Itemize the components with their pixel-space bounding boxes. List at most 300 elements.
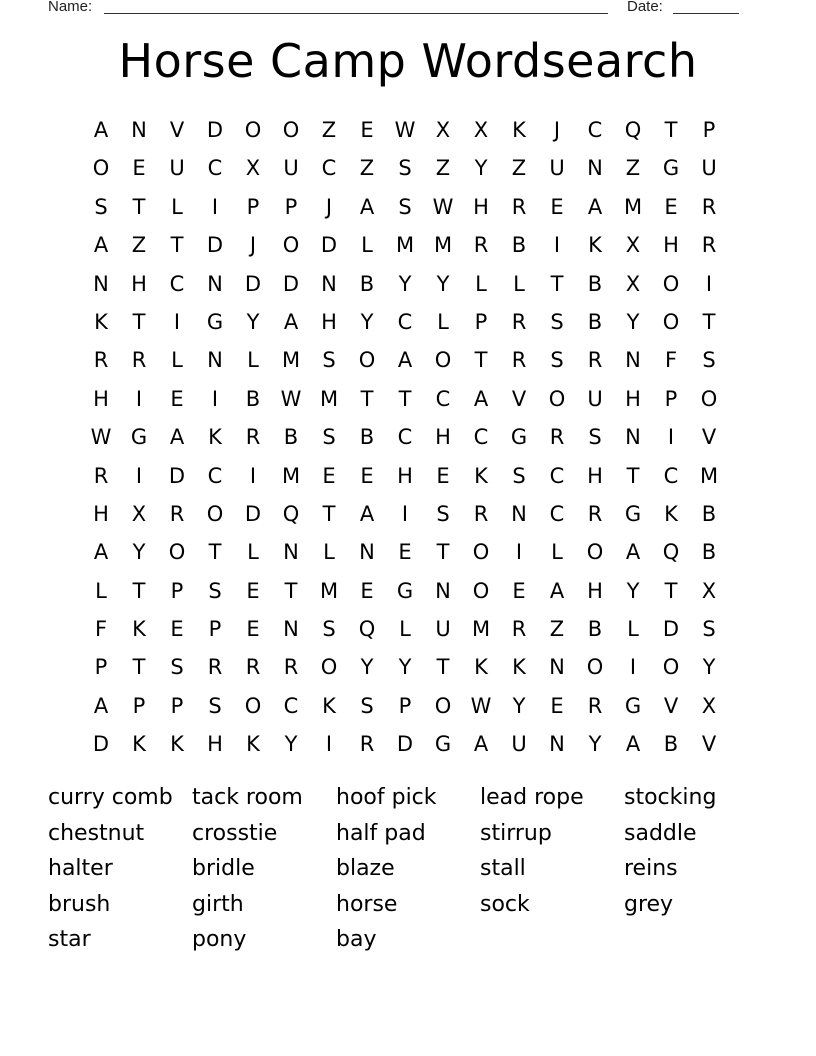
grid-letter[interactable]: K	[474, 463, 488, 488]
grid-letter[interactable]: S	[550, 309, 564, 334]
grid-letter[interactable]: U	[549, 156, 565, 181]
grid-letter[interactable]: V	[701, 425, 717, 450]
grid-letter[interactable]: B	[359, 271, 375, 296]
grid-letter[interactable]: N	[283, 540, 299, 565]
grid-letter[interactable]: X	[701, 693, 717, 718]
date-field[interactable]	[673, 13, 739, 14]
grid-letter[interactable]: K	[322, 693, 336, 718]
grid-letter[interactable]: K	[246, 732, 260, 757]
grid-letter[interactable]: M	[471, 617, 491, 642]
grid-letter[interactable]: S	[322, 348, 336, 373]
grid-letter[interactable]: G	[662, 156, 680, 181]
grid-letter[interactable]: D	[206, 118, 224, 142]
grid-letter[interactable]: L	[247, 348, 259, 373]
grid-letter[interactable]: L	[627, 617, 639, 642]
grid-letter[interactable]: M	[395, 233, 415, 258]
grid-letter[interactable]: I	[249, 463, 257, 488]
grid-letter[interactable]: V	[663, 693, 679, 718]
grid-letter[interactable]: O	[244, 693, 262, 718]
grid-letter[interactable]: Z	[359, 156, 375, 181]
grid-letter[interactable]: G	[434, 732, 452, 757]
grid-row	[82, 725, 728, 763]
grid-letter[interactable]: S	[360, 693, 374, 718]
grid-letter[interactable]: A	[625, 540, 641, 565]
grid-letter[interactable]: B	[587, 617, 603, 642]
grid-letter[interactable]: W	[90, 425, 112, 450]
grid-letter[interactable]: X	[473, 118, 489, 142]
grid-letter[interactable]: E	[246, 578, 260, 603]
grid-letter[interactable]: W	[470, 693, 492, 718]
grid-letter[interactable]: E	[664, 194, 678, 219]
grid-letter[interactable]: T	[132, 309, 146, 334]
grid-letter[interactable]: E	[398, 540, 412, 565]
grid-letter[interactable]: Y	[246, 309, 260, 334]
grid-letter[interactable]: L	[437, 309, 449, 334]
grid-letter[interactable]: K	[132, 732, 146, 757]
grid-letter[interactable]: D	[244, 501, 262, 526]
grid-letter[interactable]: U	[283, 156, 299, 181]
grid-letter[interactable]: P	[474, 309, 488, 334]
grid-letter[interactable]: R	[701, 194, 717, 219]
grid-letter[interactable]: G	[624, 693, 642, 718]
grid-letter[interactable]: A	[549, 578, 565, 603]
grid-letter[interactable]: H	[587, 463, 603, 488]
grid-letter[interactable]: O	[168, 540, 186, 565]
grid-letter[interactable]: X	[625, 233, 641, 258]
grid-letter[interactable]: C	[397, 425, 413, 450]
grid-letter[interactable]: R	[511, 348, 527, 373]
grid-letter[interactable]: E	[132, 156, 146, 181]
grid-letter[interactable]: I	[629, 655, 637, 680]
grid-letter[interactable]: I	[211, 194, 219, 219]
grid-letter[interactable]: M	[319, 386, 339, 411]
grid-letter[interactable]: I	[401, 501, 409, 526]
grid-letter[interactable]: H	[321, 309, 337, 334]
grid-letter[interactable]: T	[474, 348, 488, 373]
grid-letter[interactable]: K	[664, 501, 678, 526]
grid-letter[interactable]: H	[663, 233, 679, 258]
grid-letter[interactable]: A	[473, 732, 489, 757]
grid-letter[interactable]: C	[207, 156, 223, 181]
grid-letter[interactable]: C	[397, 309, 413, 334]
grid-letter[interactable]: C	[549, 501, 565, 526]
grid-letter[interactable]: R	[473, 501, 489, 526]
grid-letter[interactable]: D	[206, 233, 224, 258]
grid-letter[interactable]: D	[92, 732, 110, 757]
grid-letter[interactable]: X	[625, 271, 641, 296]
grid-letter[interactable]: R	[283, 655, 299, 680]
word-list-item: grey	[624, 891, 674, 917]
grid-letter[interactable]: T	[132, 194, 146, 219]
grid-letter[interactable]: D	[320, 233, 338, 258]
grid-letter[interactable]: T	[132, 578, 146, 603]
grid-letter[interactable]: R	[587, 693, 603, 718]
grid-letter[interactable]: B	[511, 233, 527, 258]
grid-letter[interactable]: O	[244, 118, 262, 142]
grid-letter[interactable]: S	[398, 194, 412, 219]
grid-letter[interactable]: U	[435, 617, 451, 642]
grid-letter[interactable]: S	[322, 425, 336, 450]
grid-letter[interactable]: R	[549, 425, 565, 450]
grid-letter[interactable]: Z	[625, 156, 641, 181]
grid-letter[interactable]: Y	[360, 655, 374, 680]
grid-letter[interactable]: K	[94, 309, 108, 334]
grid-letter[interactable]: O	[662, 655, 680, 680]
grid-letter[interactable]: A	[93, 233, 109, 258]
grid-letter[interactable]: D	[244, 271, 262, 296]
grid-letter[interactable]: Y	[398, 271, 412, 296]
grid-letter[interactable]: O	[434, 693, 452, 718]
grid-letter[interactable]: Y	[398, 655, 412, 680]
grid-letter[interactable]: R	[245, 655, 261, 680]
grid-letter[interactable]: D	[282, 271, 300, 296]
grid-letter[interactable]: O	[662, 309, 680, 334]
grid-letter[interactable]: A	[93, 540, 109, 565]
grid-letter[interactable]: Y	[360, 309, 374, 334]
grid-letter[interactable]: I	[211, 386, 219, 411]
grid-letter[interactable]: W	[280, 386, 302, 411]
grid-letter[interactable]: F	[664, 348, 678, 373]
grid-letter[interactable]: G	[624, 501, 642, 526]
grid-letter[interactable]: Z	[435, 156, 451, 181]
grid-letter[interactable]: K	[170, 732, 184, 757]
grid-letter[interactable]: S	[398, 156, 412, 181]
grid-letter[interactable]: L	[171, 348, 183, 373]
grid-letter[interactable]: E	[360, 118, 374, 142]
word-list-item: stocking	[624, 785, 717, 810]
grid-letter[interactable]: S	[94, 194, 108, 219]
grid-letter[interactable]: T	[360, 386, 374, 411]
grid-letter[interactable]: B	[587, 271, 603, 296]
grid-letter[interactable]: H	[93, 386, 109, 411]
grid-letter[interactable]: O	[472, 578, 490, 603]
grid-letter[interactable]: L	[323, 540, 335, 565]
grid-letter[interactable]: Y	[474, 156, 488, 181]
grid-letter[interactable]: A	[359, 194, 375, 219]
grid-letter[interactable]: S	[512, 463, 526, 488]
grid-letter[interactable]: P	[246, 194, 260, 219]
grid-letter[interactable]: N	[359, 540, 375, 565]
grid-letter[interactable]: T	[664, 118, 678, 142]
grid-letter[interactable]: M	[433, 233, 453, 258]
grid-letter[interactable]: R	[587, 501, 603, 526]
grid-letter[interactable]: N	[283, 617, 299, 642]
grid-letter[interactable]: H	[93, 501, 109, 526]
grid-letter[interactable]: H	[397, 463, 413, 488]
grid-letter[interactable]: E	[170, 386, 184, 411]
grid-letter[interactable]: G	[206, 309, 224, 334]
grid-letter[interactable]: C	[169, 271, 185, 296]
grid-letter[interactable]: P	[284, 194, 298, 219]
grid-letter[interactable]: U	[587, 386, 603, 411]
grid-letter[interactable]: S	[702, 348, 716, 373]
grid-letter[interactable]: A	[169, 425, 185, 450]
grid-letter[interactable]: R	[93, 463, 109, 488]
grid-letter[interactable]: N	[93, 271, 109, 296]
grid-letter[interactable]: K	[474, 655, 488, 680]
grid-letter[interactable]: E	[512, 578, 526, 603]
grid-letter[interactable]: J	[553, 118, 561, 142]
grid-letter[interactable]: Z	[549, 617, 565, 642]
name-label: Name:	[48, 0, 93, 15]
grid-letter[interactable]: B	[701, 540, 717, 565]
grid-letter[interactable]: Q	[662, 540, 680, 565]
grid-letter[interactable]: P	[208, 617, 222, 642]
grid-letter[interactable]: K	[588, 233, 602, 258]
grid-letter[interactable]: S	[550, 348, 564, 373]
grid-letter[interactable]: I	[705, 271, 713, 296]
grid-letter[interactable]: T	[398, 386, 412, 411]
grid-letter[interactable]: M	[699, 463, 719, 488]
grid-letter[interactable]: O	[586, 540, 604, 565]
grid-letter[interactable]: D	[662, 617, 680, 642]
grid-letter[interactable]: T	[550, 271, 564, 296]
grid-letter[interactable]: E	[550, 194, 564, 219]
grid-letter[interactable]: D	[168, 463, 186, 488]
grid-letter[interactable]: Z	[511, 156, 527, 181]
grid-letter[interactable]: C	[587, 118, 603, 142]
grid-letter[interactable]: M	[623, 194, 643, 219]
grid-letter[interactable]: C	[549, 463, 565, 488]
grid-letter[interactable]: H	[131, 271, 147, 296]
grid-letter[interactable]: O	[320, 655, 338, 680]
grid-letter[interactable]: R	[511, 309, 527, 334]
grid-letter[interactable]: C	[321, 156, 337, 181]
grid-letter[interactable]: L	[513, 271, 525, 296]
word-list	[48, 780, 768, 958]
grid-letter[interactable]: H	[207, 732, 223, 757]
grid-letter[interactable]: O	[92, 156, 110, 181]
grid-letter[interactable]: V	[511, 386, 527, 411]
grid-letter[interactable]: L	[247, 540, 259, 565]
grid-letter[interactable]: R	[169, 501, 185, 526]
grid-letter[interactable]: N	[207, 271, 223, 296]
grid-letter[interactable]: A	[473, 386, 489, 411]
grid-letter[interactable]: C	[435, 386, 451, 411]
grid-letter[interactable]: L	[551, 540, 563, 565]
grid-letter[interactable]: S	[170, 655, 184, 680]
grid-letter[interactable]: R	[701, 233, 717, 258]
grid-letter[interactable]: P	[132, 693, 146, 718]
grid-letter[interactable]: O	[206, 501, 224, 526]
grid-letter[interactable]: R	[245, 425, 261, 450]
grid-letter[interactable]: R	[511, 617, 527, 642]
grid-letter[interactable]: T	[284, 578, 298, 603]
grid-letter[interactable]: C	[207, 463, 223, 488]
grid-letter[interactable]: B	[587, 309, 603, 334]
grid-letter[interactable]: J	[249, 233, 257, 258]
grid-letter[interactable]: N	[435, 578, 451, 603]
grid-letter[interactable]: W	[394, 118, 416, 142]
grid-letter[interactable]: I	[515, 540, 523, 565]
grid-letter[interactable]: N	[587, 156, 603, 181]
grid-letter[interactable]: N	[625, 348, 641, 373]
grid-letter[interactable]: O	[662, 271, 680, 296]
grid-letter[interactable]: I	[135, 386, 143, 411]
grid-letter[interactable]: L	[361, 233, 373, 258]
grid-letter[interactable]: M	[281, 348, 301, 373]
grid-letter[interactable]: G	[510, 425, 528, 450]
grid-letter[interactable]: Q	[282, 501, 300, 526]
grid-letter[interactable]: H	[473, 194, 489, 219]
grid-letter[interactable]: E	[360, 463, 374, 488]
grid-letter[interactable]: E	[550, 693, 564, 718]
grid-letter[interactable]: S	[208, 578, 222, 603]
grid-letter[interactable]: O	[472, 540, 490, 565]
grid-letter[interactable]: Y	[702, 655, 716, 680]
grid-letter[interactable]: P	[398, 693, 412, 718]
grid-letter[interactable]: Y	[626, 309, 640, 334]
grid-letter[interactable]: Y	[436, 271, 450, 296]
word-list-item: curry comb	[48, 785, 173, 810]
grid-letter[interactable]: T	[436, 540, 450, 565]
grid-letter[interactable]: V	[169, 118, 185, 142]
grid-letter[interactable]: H	[587, 578, 603, 603]
grid-letter[interactable]: R	[587, 348, 603, 373]
grid-letter[interactable]: T	[132, 655, 146, 680]
grid-letter[interactable]: Y	[626, 578, 640, 603]
grid-letter[interactable]: L	[475, 271, 487, 296]
grid-letter[interactable]: I	[135, 463, 143, 488]
grid-letter[interactable]: R	[473, 233, 489, 258]
grid-letter[interactable]: C	[663, 463, 679, 488]
grid-letter[interactable]: P	[702, 118, 716, 142]
grid-letter[interactable]: Z	[321, 118, 337, 142]
grid-letter[interactable]: K	[512, 655, 526, 680]
grid-letter[interactable]: H	[625, 386, 641, 411]
grid-letter[interactable]: A	[359, 501, 375, 526]
grid-letter[interactable]: A	[625, 732, 641, 757]
grid-letter[interactable]: Y	[588, 732, 602, 757]
grid-letter[interactable]: R	[359, 732, 375, 757]
grid-letter[interactable]: I	[325, 732, 333, 757]
grid-letter[interactable]: K	[512, 118, 526, 142]
grid-letter[interactable]: Z	[131, 233, 147, 258]
grid-letter[interactable]: M	[281, 463, 301, 488]
grid-letter[interactable]: O	[586, 655, 604, 680]
grid-letter[interactable]: K	[208, 425, 222, 450]
grid-row	[82, 495, 728, 533]
grid-letter[interactable]: U	[169, 156, 185, 181]
grid-letter[interactable]: C	[473, 425, 489, 450]
word-list-item: reins	[624, 856, 678, 882]
grid-letter[interactable]: Y	[284, 732, 298, 757]
grid-letter[interactable]: O	[358, 348, 376, 373]
grid-letter[interactable]: N	[207, 348, 223, 373]
grid-letter[interactable]: Y	[512, 693, 526, 718]
grid-letter[interactable]: U	[511, 732, 527, 757]
grid-letter[interactable]: T	[664, 578, 678, 603]
grid-letter[interactable]: N	[511, 501, 527, 526]
grid-letter[interactable]: P	[664, 386, 678, 411]
grid-letter[interactable]: H	[435, 425, 451, 450]
grid-letter[interactable]: O	[282, 233, 300, 258]
grid-letter[interactable]: L	[399, 617, 411, 642]
grid-letter[interactable]: T	[702, 309, 716, 334]
grid-letter[interactable]: J	[325, 194, 333, 219]
grid-letter[interactable]: O	[282, 118, 300, 142]
grid-letter[interactable]: F	[94, 617, 108, 642]
grid-letter[interactable]: A	[93, 118, 109, 142]
grid-letter[interactable]: N	[625, 425, 641, 450]
grid-letter[interactable]: E	[246, 617, 260, 642]
grid-letter[interactable]: X	[435, 118, 451, 142]
grid-letter[interactable]: E	[322, 463, 336, 488]
grid-letter[interactable]: X	[701, 578, 717, 603]
grid-letter[interactable]: K	[132, 617, 146, 642]
grid-letter[interactable]: U	[701, 156, 717, 181]
grid-letter[interactable]: N	[549, 732, 565, 757]
grid-letter[interactable]: P	[94, 655, 108, 680]
grid-letter[interactable]: B	[283, 425, 299, 450]
grid-letter[interactable]: A	[283, 309, 299, 334]
grid-letter[interactable]: L	[95, 578, 107, 603]
grid-letter[interactable]: S	[436, 501, 450, 526]
grid-letter[interactable]: Q	[358, 617, 376, 642]
grid-letter[interactable]: B	[701, 501, 717, 526]
grid-letter[interactable]: R	[511, 194, 527, 219]
grid-letter[interactable]: I	[667, 425, 675, 450]
grid-letter[interactable]: X	[131, 501, 147, 526]
grid-letter[interactable]: T	[626, 463, 640, 488]
grid-letter[interactable]: E	[360, 578, 374, 603]
grid-letter[interactable]: R	[131, 348, 147, 373]
grid-letter[interactable]: R	[93, 348, 109, 373]
grid-letter[interactable]: N	[549, 655, 565, 680]
grid-letter[interactable]: V	[701, 732, 717, 757]
grid-letter[interactable]: S	[322, 617, 336, 642]
grid-letter[interactable]: P	[170, 693, 184, 718]
grid-letter[interactable]: B	[245, 386, 261, 411]
grid-letter[interactable]: A	[587, 194, 603, 219]
grid-letter[interactable]: S	[702, 617, 716, 642]
grid-row	[82, 418, 728, 456]
grid-letter[interactable]: A	[93, 693, 109, 718]
grid-letter[interactable]: T	[436, 655, 450, 680]
grid-letter[interactable]: X	[245, 156, 261, 181]
grid-letter[interactable]: S	[208, 693, 222, 718]
grid-letter[interactable]: C	[283, 693, 299, 718]
grid-letter[interactable]: W	[432, 194, 454, 219]
grid-letter[interactable]: G	[130, 425, 148, 450]
grid-letter[interactable]: T	[208, 540, 222, 565]
grid-letter[interactable]: Q	[624, 118, 642, 142]
grid-letter[interactable]: S	[588, 425, 602, 450]
grid-letter[interactable]: E	[436, 463, 450, 488]
grid-letter[interactable]: G	[396, 578, 414, 603]
grid-letter[interactable]: P	[170, 578, 184, 603]
grid-letter[interactable]: N	[131, 118, 147, 142]
grid-letter[interactable]: M	[319, 578, 339, 603]
grid-letter[interactable]: I	[553, 233, 561, 258]
grid-letter[interactable]: O	[434, 348, 452, 373]
grid-letter[interactable]: O	[548, 386, 566, 411]
grid-letter[interactable]: I	[173, 309, 181, 334]
grid-letter[interactable]: T	[170, 233, 184, 258]
grid-letter[interactable]: L	[171, 194, 183, 219]
grid-letter[interactable]: E	[170, 617, 184, 642]
grid-letter[interactable]: T	[322, 501, 336, 526]
grid-letter[interactable]: Y	[132, 540, 146, 565]
name-field[interactable]	[104, 13, 608, 14]
grid-letter[interactable]: B	[663, 732, 679, 757]
grid-letter[interactable]: D	[396, 732, 414, 757]
grid-letter[interactable]: R	[207, 655, 223, 680]
grid-letter[interactable]: N	[321, 271, 337, 296]
grid-letter[interactable]: B	[359, 425, 375, 450]
grid-letter[interactable]: A	[397, 348, 413, 373]
grid-letter[interactable]: O	[700, 386, 718, 411]
